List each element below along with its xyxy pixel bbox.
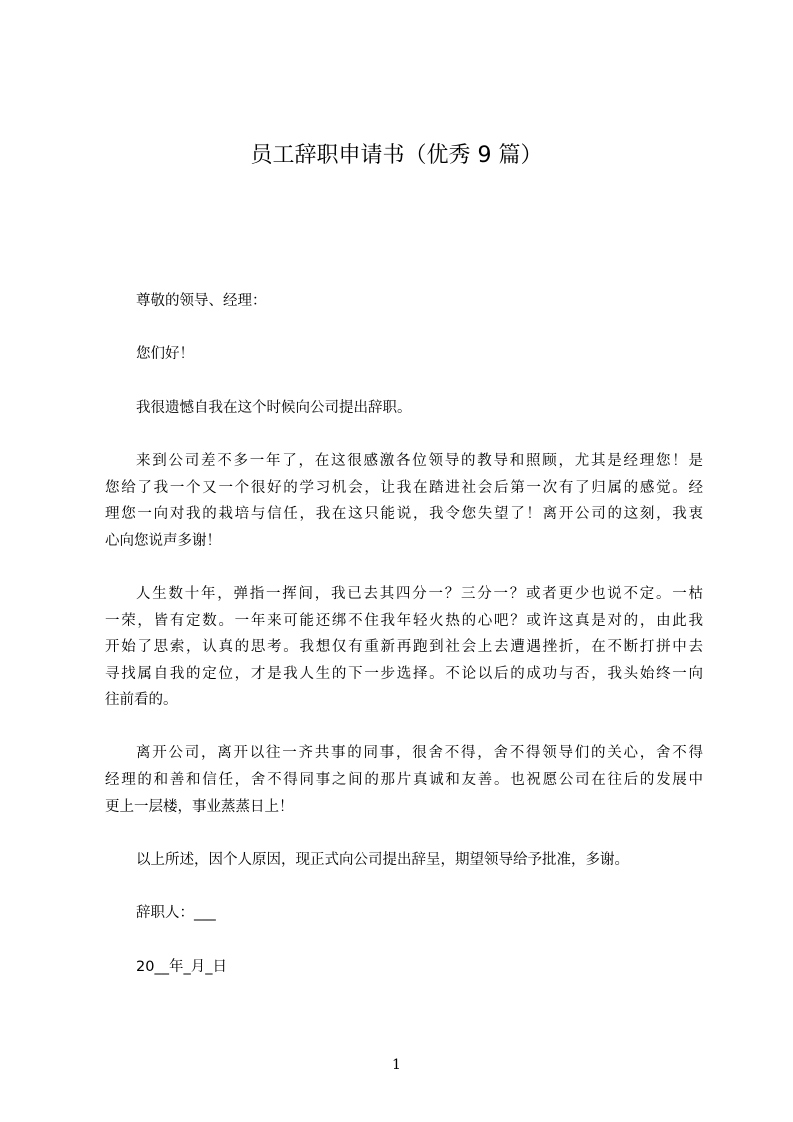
salutation: 尊敬的领导、经理：	[136, 293, 267, 309]
paragraph-line: 人生数十年，弹指一挥间，我已去其四分一？三分一？或者更少也说不定。一枯	[136, 586, 703, 602]
page-number: 1	[392, 1057, 401, 1073]
paragraph-line: 寻找属自我的定位，才是我人生的下一步选择。不论以后的成功与否，我头始终一向	[105, 666, 703, 682]
paragraph-line: 理您一向对我的栽培与信任，我在这只能说，我令您失望了！离开公司的这刻，我衷	[105, 506, 703, 522]
paragraph-line: 更上一层楼，事业蒸蒸日上！	[105, 799, 294, 815]
paragraph-line: 往前看的。	[105, 692, 178, 708]
paragraph-line: 开始了思索，认真的思考。我想仅有重新再跑到社会上去遭遇挫折，在不断打拼中去	[105, 639, 703, 655]
date-line: 20__年_月_日	[136, 959, 227, 975]
paragraph-line: 来到公司差不多一年了，在这很感激各位领导的教导和照顾，尤其是经理您！是	[136, 453, 703, 469]
paragraph-line: 您给了我一个又一个很好的学习机会，让我在踏进社会后第一次有了归属的感觉。经	[105, 480, 703, 496]
paragraph-line: 心向您说声多谢！	[105, 533, 221, 549]
signature-line: 辞职人：___	[136, 905, 216, 921]
paragraph-line: 经理的和善和信任，舍不得同事之间的那片真诚和友善。也祝愿公司在往后的发展中	[105, 772, 703, 788]
document-title: 员工辞职申请书（优秀 9 篇）	[250, 143, 543, 168]
closing-line: 以上所述，因个人原因，现正式向公司提出辞呈，期望领导给予批准，多谢。	[136, 852, 629, 868]
paragraph-line: 一荣，皆有定数。一年来可能还绑不住我年轻火热的心吧？或许这真是对的，由此我	[105, 613, 703, 629]
opening-line: 我很遗憾自我在这个时候向公司提出辞职。	[136, 400, 412, 416]
greeting: 您们好！	[136, 346, 194, 362]
paragraph-line: 离开公司，离开以往一齐共事的同事，很舍不得，舍不得领导们的关心，舍不得	[136, 745, 703, 761]
